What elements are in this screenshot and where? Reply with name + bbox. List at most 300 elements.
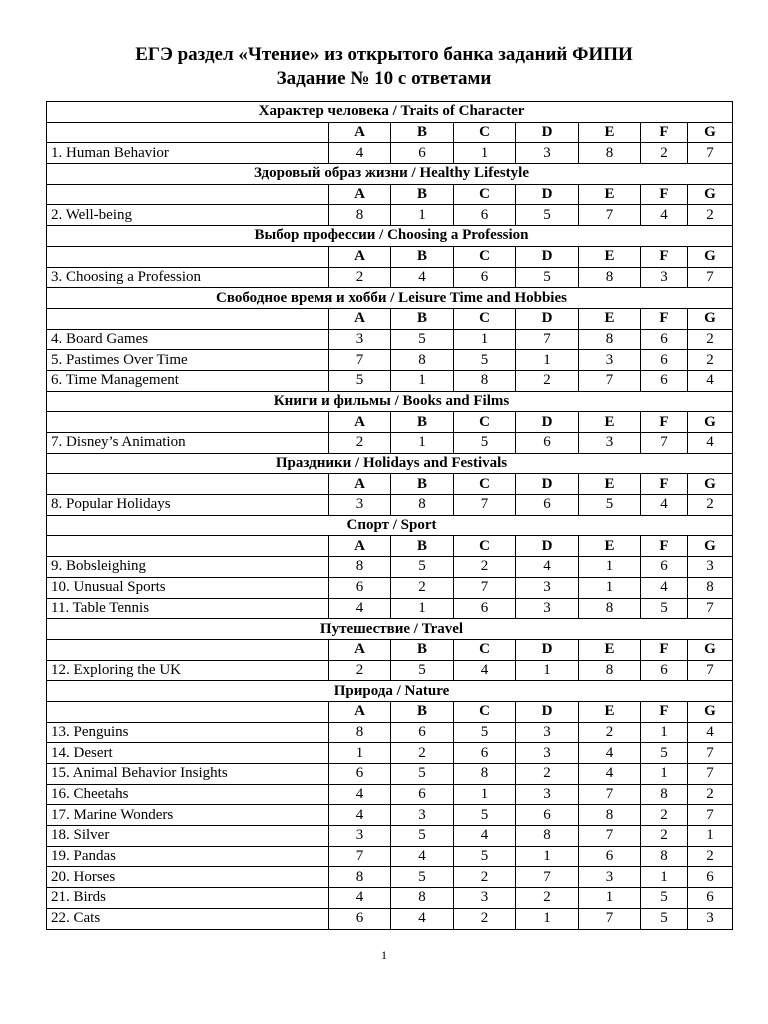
answer-cell: 2 xyxy=(391,577,454,598)
table-row xyxy=(47,433,733,454)
answer-cell: 1 xyxy=(688,826,733,847)
section-header-row xyxy=(47,453,733,474)
table-row xyxy=(47,205,733,226)
answer-cell: 6 xyxy=(391,784,454,805)
answer-cell: 8 xyxy=(579,805,641,826)
section-header-row xyxy=(47,102,733,123)
answer-cell: 2 xyxy=(641,826,688,847)
column-header: B xyxy=(391,308,454,329)
column-header-row xyxy=(47,701,733,722)
answer-cell: 8 xyxy=(329,722,391,743)
task-label: 9. Bobsleighing xyxy=(47,557,329,578)
column-header: E xyxy=(579,639,641,660)
task-label: 13. Penguins xyxy=(47,722,329,743)
answer-cell: 8 xyxy=(579,329,641,350)
answer-cell: 6 xyxy=(516,433,579,454)
answer-cell: 2 xyxy=(688,784,733,805)
empty-cell xyxy=(47,122,329,143)
column-header: G xyxy=(688,246,733,267)
section-title: Спорт / Sport xyxy=(47,515,733,536)
answer-cell: 4 xyxy=(454,660,516,681)
answer-cell: 1 xyxy=(641,722,688,743)
column-header: B xyxy=(391,122,454,143)
empty-cell xyxy=(47,639,329,660)
table-row xyxy=(47,329,733,350)
section-header-row xyxy=(47,288,733,309)
answer-cell: 3 xyxy=(329,495,391,516)
task-label: 7. Disney’s Animation xyxy=(47,433,329,454)
answer-cell: 1 xyxy=(391,598,454,619)
column-header: F xyxy=(641,412,688,433)
table-row xyxy=(47,577,733,598)
empty-cell xyxy=(47,246,329,267)
column-header: F xyxy=(641,474,688,495)
answer-cell: 6 xyxy=(641,370,688,391)
answer-cell: 7 xyxy=(516,867,579,888)
answer-cell: 8 xyxy=(454,764,516,785)
task-label: 17. Marine Wonders xyxy=(47,805,329,826)
answer-cell: 4 xyxy=(329,598,391,619)
answer-cell: 8 xyxy=(579,267,641,288)
table-row xyxy=(47,743,733,764)
answer-cell: 4 xyxy=(641,205,688,226)
section-title: Свободное время и хобби / Leisure Time and Hobbies xyxy=(47,288,733,309)
task-label: 19. Pandas xyxy=(47,846,329,867)
column-header-row xyxy=(47,412,733,433)
section-title: Книги и фильмы / Books and Films xyxy=(47,391,733,412)
answer-cell: 5 xyxy=(329,370,391,391)
answer-cell: 3 xyxy=(688,908,733,929)
column-header: C xyxy=(454,246,516,267)
answer-cell: 6 xyxy=(688,867,733,888)
answer-cell: 7 xyxy=(579,784,641,805)
answer-cell: 4 xyxy=(641,495,688,516)
answer-cell: 7 xyxy=(688,805,733,826)
table-row xyxy=(47,722,733,743)
column-header: A xyxy=(329,536,391,557)
answer-cell: 7 xyxy=(688,764,733,785)
table-row xyxy=(47,867,733,888)
answer-cell: 3 xyxy=(516,743,579,764)
answer-cell: 3 xyxy=(454,888,516,909)
table-row xyxy=(47,143,733,164)
answer-cell: 7 xyxy=(688,143,733,164)
column-header: A xyxy=(329,122,391,143)
answer-cell: 6 xyxy=(391,143,454,164)
answer-cell: 3 xyxy=(516,143,579,164)
section-header-row xyxy=(47,226,733,247)
task-label: 14. Desert xyxy=(47,743,329,764)
document-subtitle: Задание № 10 с ответами xyxy=(276,68,492,89)
column-header: F xyxy=(641,184,688,205)
answer-cell: 4 xyxy=(391,908,454,929)
answer-cell: 8 xyxy=(329,867,391,888)
answer-cell: 5 xyxy=(454,805,516,826)
answer-cell: 2 xyxy=(454,867,516,888)
answer-cell: 8 xyxy=(329,205,391,226)
answer-cell: 5 xyxy=(641,888,688,909)
answer-cell: 2 xyxy=(454,557,516,578)
column-header: G xyxy=(688,122,733,143)
answer-cell: 6 xyxy=(516,495,579,516)
answer-cell: 6 xyxy=(688,888,733,909)
answer-cell: 4 xyxy=(391,267,454,288)
answer-cell: 1 xyxy=(516,846,579,867)
column-header: B xyxy=(391,536,454,557)
answer-cell: 3 xyxy=(579,350,641,371)
answer-cell: 4 xyxy=(516,557,579,578)
column-header: E xyxy=(579,701,641,722)
answer-cell: 4 xyxy=(688,370,733,391)
page-number: 1 xyxy=(381,948,387,962)
column-header: C xyxy=(454,639,516,660)
answer-cell: 7 xyxy=(454,577,516,598)
section-header-row xyxy=(47,391,733,412)
answer-cell: 3 xyxy=(516,722,579,743)
table-row xyxy=(47,908,733,929)
column-header: G xyxy=(688,184,733,205)
answer-cell: 2 xyxy=(454,908,516,929)
table-row xyxy=(47,846,733,867)
table-row xyxy=(47,826,733,847)
answer-cell: 5 xyxy=(516,205,579,226)
empty-cell xyxy=(47,536,329,557)
answer-cell: 6 xyxy=(454,743,516,764)
answer-cell: 5 xyxy=(391,826,454,847)
task-label: 1. Human Behavior xyxy=(47,143,329,164)
column-header-row xyxy=(47,122,733,143)
column-header: C xyxy=(454,536,516,557)
empty-cell xyxy=(47,308,329,329)
answer-cell: 8 xyxy=(454,370,516,391)
column-header: C xyxy=(454,701,516,722)
answer-cell: 6 xyxy=(579,846,641,867)
answer-cell: 8 xyxy=(391,888,454,909)
column-header-row xyxy=(47,474,733,495)
answer-cell: 3 xyxy=(516,784,579,805)
answer-cell: 5 xyxy=(454,433,516,454)
column-header: G xyxy=(688,308,733,329)
answer-cell: 3 xyxy=(391,805,454,826)
task-label: 21. Birds xyxy=(47,888,329,909)
answer-cell: 4 xyxy=(329,805,391,826)
column-header: F xyxy=(641,536,688,557)
task-label: 4. Board Games xyxy=(47,329,329,350)
answer-cell: 8 xyxy=(391,495,454,516)
column-header: C xyxy=(454,184,516,205)
answer-cell: 2 xyxy=(641,143,688,164)
answer-cell: 1 xyxy=(641,764,688,785)
answer-cell: 7 xyxy=(579,826,641,847)
answer-cell: 8 xyxy=(641,846,688,867)
answer-cell: 3 xyxy=(516,577,579,598)
answer-cell: 4 xyxy=(391,846,454,867)
answer-cell: 1 xyxy=(579,577,641,598)
column-header: G xyxy=(688,412,733,433)
column-header: G xyxy=(688,701,733,722)
column-header-row xyxy=(47,308,733,329)
answer-cell: 1 xyxy=(516,908,579,929)
table-row xyxy=(47,805,733,826)
answer-cell: 8 xyxy=(329,557,391,578)
section-title: Здоровый образ жизни / Healthy Lifestyle xyxy=(47,164,733,185)
answer-cell: 5 xyxy=(641,743,688,764)
answer-cell: 4 xyxy=(688,722,733,743)
answer-cell: 6 xyxy=(641,660,688,681)
task-label: 18. Silver xyxy=(47,826,329,847)
column-header: E xyxy=(579,184,641,205)
column-header: F xyxy=(641,308,688,329)
answer-cell: 4 xyxy=(329,784,391,805)
answer-cell: 6 xyxy=(329,764,391,785)
answer-cell: 6 xyxy=(641,350,688,371)
answer-cell: 3 xyxy=(688,557,733,578)
column-header: D xyxy=(516,474,579,495)
answer-cell: 4 xyxy=(329,143,391,164)
answer-table xyxy=(46,101,733,930)
answer-cell: 8 xyxy=(641,784,688,805)
answer-cell: 1 xyxy=(579,557,641,578)
document-title: ЕГЭ раздел «Чтение» из открытого банка заданий ФИПИ xyxy=(135,44,633,65)
answer-cell: 8 xyxy=(579,143,641,164)
answer-cell: 6 xyxy=(454,267,516,288)
column-header: A xyxy=(329,246,391,267)
section-title: Праздники / Holidays and Festivals xyxy=(47,453,733,474)
column-header: B xyxy=(391,639,454,660)
column-header: E xyxy=(579,308,641,329)
column-header: A xyxy=(329,639,391,660)
column-header: A xyxy=(329,474,391,495)
column-header: C xyxy=(454,474,516,495)
column-header: A xyxy=(329,701,391,722)
task-label: 8. Popular Holidays xyxy=(47,495,329,516)
answer-cell: 3 xyxy=(329,826,391,847)
answer-cell: 2 xyxy=(688,350,733,371)
empty-cell xyxy=(47,184,329,205)
answer-cell: 7 xyxy=(329,350,391,371)
answer-cell: 8 xyxy=(516,826,579,847)
column-header: E xyxy=(579,536,641,557)
answer-cell: 7 xyxy=(329,846,391,867)
column-header: D xyxy=(516,184,579,205)
column-header: C xyxy=(454,412,516,433)
answer-cell: 8 xyxy=(391,350,454,371)
answer-cell: 8 xyxy=(579,660,641,681)
column-header: D xyxy=(516,536,579,557)
answer-cell: 1 xyxy=(454,784,516,805)
answer-cell: 3 xyxy=(579,867,641,888)
task-label: 3. Choosing a Profession xyxy=(47,267,329,288)
answer-cell: 2 xyxy=(641,805,688,826)
answer-cell: 5 xyxy=(391,764,454,785)
empty-cell xyxy=(47,412,329,433)
answer-cell: 5 xyxy=(579,495,641,516)
answer-cell: 2 xyxy=(516,764,579,785)
answer-cell: 3 xyxy=(641,267,688,288)
answer-cell: 7 xyxy=(454,495,516,516)
table-row xyxy=(47,764,733,785)
answer-cell: 6 xyxy=(641,329,688,350)
answer-cell: 5 xyxy=(391,557,454,578)
answer-cell: 7 xyxy=(688,598,733,619)
answer-cell: 5 xyxy=(516,267,579,288)
section-header-row xyxy=(47,164,733,185)
answer-cell: 2 xyxy=(688,846,733,867)
answer-cell: 4 xyxy=(579,764,641,785)
answer-cell: 4 xyxy=(579,743,641,764)
answer-cell: 1 xyxy=(454,143,516,164)
answer-cell: 2 xyxy=(329,660,391,681)
answer-cell: 5 xyxy=(391,660,454,681)
column-header: D xyxy=(516,308,579,329)
column-header: B xyxy=(391,412,454,433)
column-header: C xyxy=(454,122,516,143)
answer-cell: 3 xyxy=(579,433,641,454)
answer-cell: 8 xyxy=(579,598,641,619)
answer-cell: 1 xyxy=(391,205,454,226)
task-label: 2. Well-being xyxy=(47,205,329,226)
table-row xyxy=(47,660,733,681)
answer-cell: 1 xyxy=(516,350,579,371)
column-header: G xyxy=(688,639,733,660)
column-header: D xyxy=(516,701,579,722)
answer-cell: 3 xyxy=(516,598,579,619)
answer-cell: 3 xyxy=(329,329,391,350)
table-row xyxy=(47,888,733,909)
column-header-row xyxy=(47,246,733,267)
section-header-row xyxy=(47,681,733,702)
answer-cell: 2 xyxy=(391,743,454,764)
answer-cell: 1 xyxy=(391,370,454,391)
answer-cell: 2 xyxy=(329,433,391,454)
answer-cell: 2 xyxy=(516,370,579,391)
answer-cell: 4 xyxy=(454,826,516,847)
section-title: Путешествие / Travel xyxy=(47,619,733,640)
task-label: 12. Exploring the UK xyxy=(47,660,329,681)
answer-cell: 6 xyxy=(391,722,454,743)
task-label: 5. Pastimes Over Time xyxy=(47,350,329,371)
column-header: B xyxy=(391,474,454,495)
table-row xyxy=(47,598,733,619)
column-header-row xyxy=(47,639,733,660)
answer-cell: 4 xyxy=(688,433,733,454)
task-label: 6. Time Management xyxy=(47,370,329,391)
column-header: A xyxy=(329,308,391,329)
answer-cell: 6 xyxy=(329,577,391,598)
answer-cell: 7 xyxy=(641,433,688,454)
column-header: G xyxy=(688,536,733,557)
answer-cell: 2 xyxy=(516,888,579,909)
answer-cell: 7 xyxy=(688,267,733,288)
answer-cell: 5 xyxy=(641,598,688,619)
column-header: C xyxy=(454,308,516,329)
task-label: 15. Animal Behavior Insights xyxy=(47,764,329,785)
answer-cell: 7 xyxy=(579,908,641,929)
column-header: F xyxy=(641,701,688,722)
answer-cell: 5 xyxy=(391,329,454,350)
answer-cell: 8 xyxy=(688,577,733,598)
task-label: 16. Cheetahs xyxy=(47,784,329,805)
answer-cell: 6 xyxy=(516,805,579,826)
column-header: E xyxy=(579,474,641,495)
answer-cell: 7 xyxy=(688,743,733,764)
table-row xyxy=(47,350,733,371)
answer-cell: 7 xyxy=(579,205,641,226)
column-header: E xyxy=(579,246,641,267)
column-header: E xyxy=(579,412,641,433)
answer-cell: 6 xyxy=(641,557,688,578)
column-header: D xyxy=(516,246,579,267)
answer-cell: 7 xyxy=(688,660,733,681)
column-header: D xyxy=(516,639,579,660)
answer-cell: 2 xyxy=(688,495,733,516)
column-header: F xyxy=(641,639,688,660)
answer-cell: 5 xyxy=(454,350,516,371)
section-title: Выбор профессии / Choosing a Profession xyxy=(47,226,733,247)
table-row xyxy=(47,557,733,578)
column-header-row xyxy=(47,184,733,205)
task-label: 22. Cats xyxy=(47,908,329,929)
column-header: B xyxy=(391,701,454,722)
answer-cell: 1 xyxy=(579,888,641,909)
column-header: A xyxy=(329,412,391,433)
answer-cell: 1 xyxy=(391,433,454,454)
task-label: 11. Table Tennis xyxy=(47,598,329,619)
section-header-row xyxy=(47,515,733,536)
section-title: Характер человека / Traits of Character xyxy=(47,102,733,123)
answer-cell: 1 xyxy=(641,867,688,888)
answer-cell: 1 xyxy=(329,743,391,764)
section-title: Природа / Nature xyxy=(47,681,733,702)
column-header: D xyxy=(516,122,579,143)
column-header: B xyxy=(391,246,454,267)
answer-cell: 6 xyxy=(454,598,516,619)
answer-cell: 5 xyxy=(641,908,688,929)
answer-cell: 5 xyxy=(454,846,516,867)
table-row xyxy=(47,370,733,391)
answer-cell: 2 xyxy=(688,205,733,226)
table-row xyxy=(47,267,733,288)
answer-cell: 2 xyxy=(688,329,733,350)
column-header: E xyxy=(579,122,641,143)
table-row xyxy=(47,784,733,805)
column-header: F xyxy=(641,122,688,143)
task-label: 10. Unusual Sports xyxy=(47,577,329,598)
column-header: A xyxy=(329,184,391,205)
table-row xyxy=(47,495,733,516)
answer-cell: 6 xyxy=(329,908,391,929)
task-label: 20. Horses xyxy=(47,867,329,888)
answer-cell: 4 xyxy=(329,888,391,909)
column-header: D xyxy=(516,412,579,433)
answer-cell: 7 xyxy=(579,370,641,391)
answer-cell: 4 xyxy=(641,577,688,598)
answer-cell: 6 xyxy=(454,205,516,226)
section-header-row xyxy=(47,619,733,640)
answer-cell: 1 xyxy=(454,329,516,350)
empty-cell xyxy=(47,474,329,495)
empty-cell xyxy=(47,701,329,722)
answer-cell: 5 xyxy=(454,722,516,743)
answer-cell: 5 xyxy=(391,867,454,888)
answer-cell: 7 xyxy=(516,329,579,350)
column-header: G xyxy=(688,474,733,495)
answer-cell: 2 xyxy=(579,722,641,743)
answer-cell: 2 xyxy=(329,267,391,288)
column-header: B xyxy=(391,184,454,205)
column-header: F xyxy=(641,246,688,267)
column-header-row xyxy=(47,536,733,557)
